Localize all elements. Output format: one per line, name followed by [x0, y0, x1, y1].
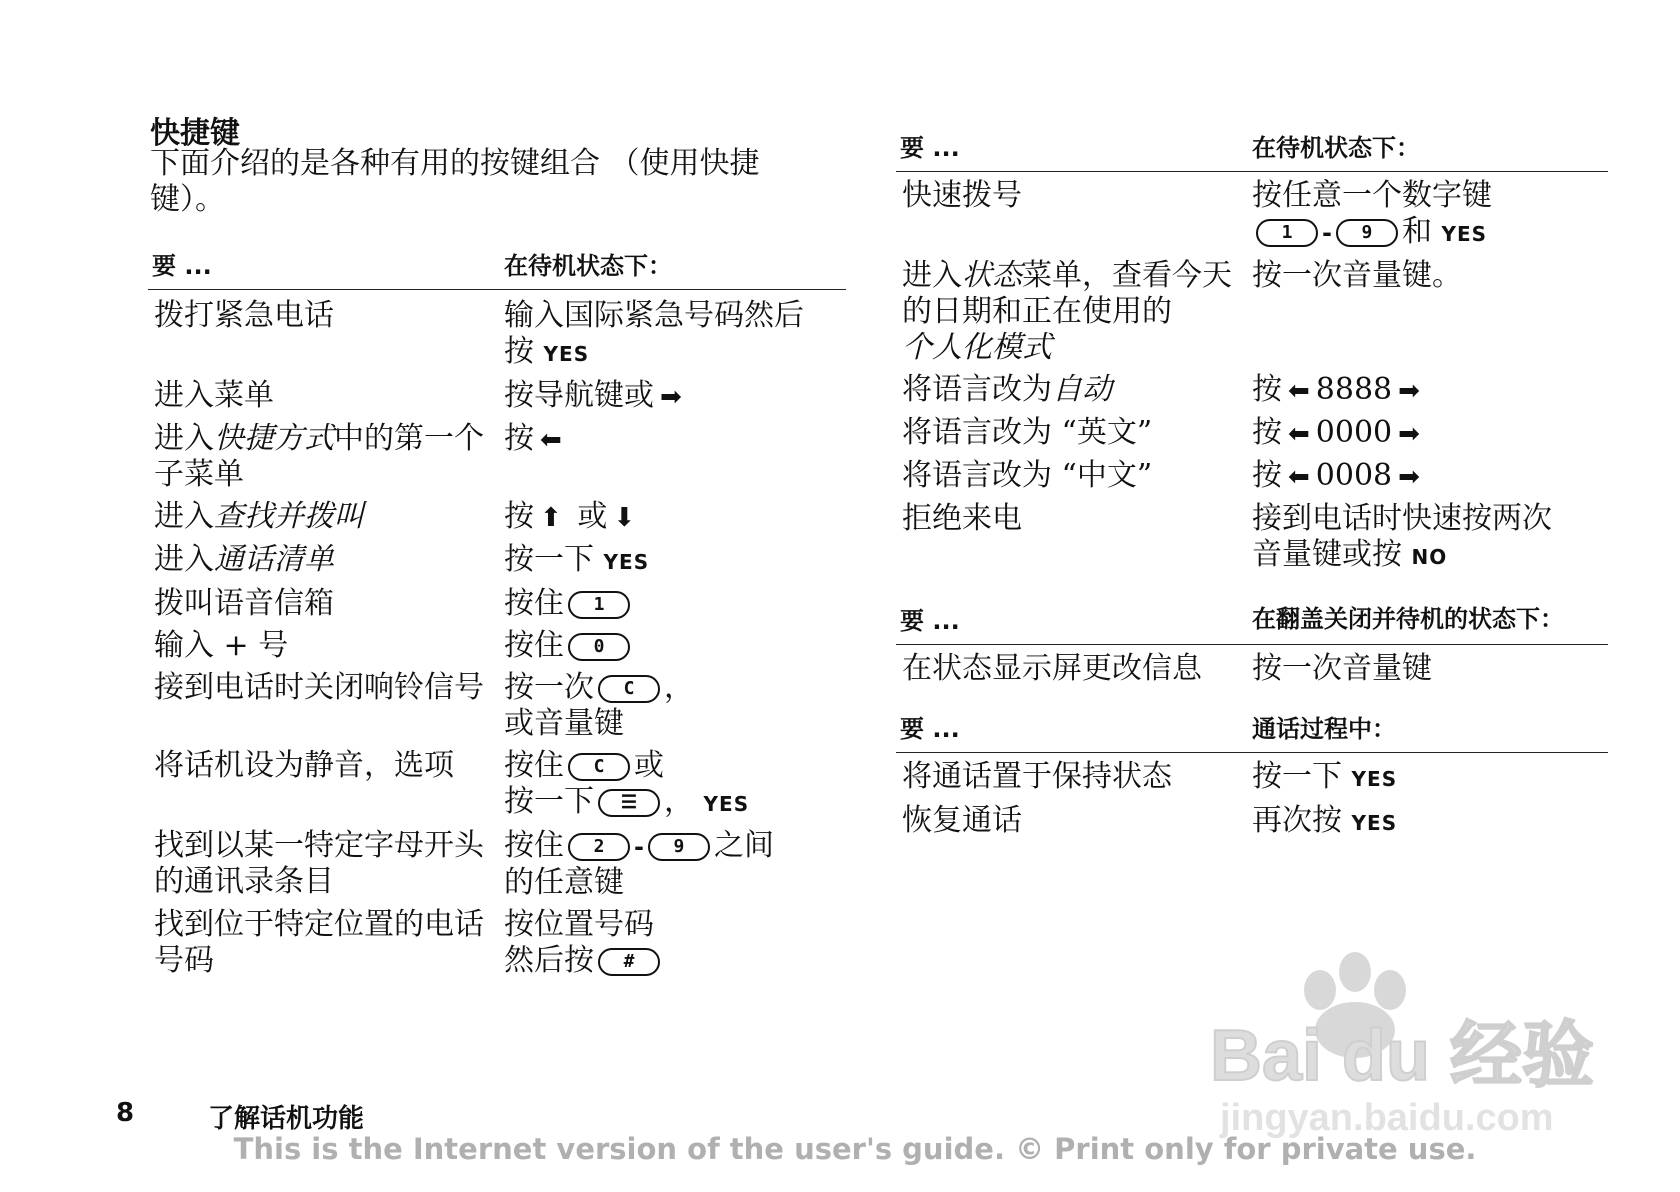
table-header: [148, 246, 846, 290]
instruction-text: 按: [1252, 458, 1282, 493]
instruction-line: 输入国际紧急号码然后: [504, 298, 804, 333]
instruction-line: [504, 748, 846, 784]
row-action: [896, 372, 1252, 409]
instruction-line: [504, 334, 846, 372]
table-row: [148, 542, 846, 580]
arrow-left-icon: ⬅: [1288, 462, 1310, 492]
intro-paragraph: 下面介绍的是各种有用的按键组合 （使用快捷键）。: [150, 146, 760, 217]
table-row: [896, 415, 1608, 452]
row-instruction: [1252, 803, 1608, 841]
yes-key-label: YES: [1441, 222, 1488, 246]
menu-name: 自动: [1052, 372, 1112, 407]
instruction-line: 或音量键: [504, 706, 624, 741]
instruction-text: 按: [504, 499, 534, 534]
instruction-text: 再次按: [1252, 803, 1342, 838]
header-action: 要 ...: [900, 134, 960, 162]
arrow-left-icon: ⬅: [540, 425, 562, 455]
table-row: [896, 372, 1608, 409]
table-row: [896, 803, 1608, 841]
row-action: 输入 + 号: [154, 628, 289, 663]
instruction-line: [504, 784, 846, 822]
menu-name: 状态: [962, 258, 1022, 293]
row-instruction: [1252, 415, 1608, 452]
arrow-right-icon: ➡: [1398, 376, 1420, 406]
arrow-right-icon: ➡: [1398, 462, 1420, 492]
yes-key-label: YES: [543, 342, 590, 366]
action-text: 菜单，查看今天的日期和正在使用的: [902, 258, 1232, 329]
yes-key-label: YES: [703, 792, 750, 816]
header-condition: 在翻盖关闭并待机的状态下：: [1252, 605, 1564, 633]
page-title: 快捷键: [150, 116, 240, 151]
svg-text:Bai du 经验: Bai du 经验: [1210, 1016, 1595, 1096]
row-instruction: [504, 748, 846, 822]
header-condition: 通话过程中：: [1252, 715, 1396, 743]
row-instruction: [504, 670, 846, 742]
row-action: 拨打紧急电话: [154, 298, 334, 333]
row-instruction: [504, 378, 846, 415]
instruction-line: 接到电话时快速按两次: [1252, 501, 1552, 536]
table-row: [148, 828, 846, 901]
row-instruction: [1252, 501, 1608, 575]
no-key-label: NO: [1411, 545, 1448, 569]
row-action: 在状态显示屏更改信息: [902, 651, 1202, 686]
action-text: 进入: [154, 542, 214, 577]
arrow-right-icon: ➡: [1398, 419, 1420, 449]
action-text: 中的第一个子菜单: [154, 421, 484, 492]
table-row: [896, 178, 1608, 252]
instruction-line: 按任意一个数字键: [1252, 178, 1492, 213]
row-action: 将话机设为静音，选项: [154, 748, 454, 783]
baidu-watermark: [1200, 950, 1600, 1140]
table-row: [148, 907, 846, 979]
header-action: 要 ...: [900, 607, 960, 635]
menu-name: 快捷方式: [214, 421, 334, 456]
key-c-icon: C: [568, 753, 630, 781]
instruction-text: 然后按: [504, 943, 594, 978]
row-instruction: [504, 628, 846, 664]
key-hash-icon: #: [598, 948, 660, 976]
row-action: 找到位于特定位置的电话号码: [154, 907, 484, 978]
row-instruction: [504, 542, 846, 580]
table-row: [896, 759, 1608, 797]
key-c-icon: C: [598, 675, 660, 703]
instruction-text: 音量键或按: [1252, 537, 1402, 572]
yes-key-label: YES: [1351, 811, 1398, 835]
table-row: [148, 378, 846, 415]
key-sequence: 0000: [1315, 415, 1393, 450]
table-row: [148, 586, 846, 622]
instruction-text: 按一次: [504, 670, 594, 705]
instruction-text: 之间: [713, 828, 774, 863]
instruction-text: 按一下: [504, 784, 594, 819]
baidu-paw-icon: [1200, 950, 1600, 1140]
row-instruction: [504, 499, 846, 536]
row-instruction: [1252, 458, 1608, 495]
instruction-text: 按住: [504, 586, 564, 621]
row-action: 拒绝来电: [902, 501, 1022, 536]
row-action: 将语言改为 “中文”: [902, 458, 1153, 493]
row-action: 接到电话时关闭响铃信号: [154, 670, 484, 705]
instruction-line: 按位置号码: [504, 907, 654, 942]
row-action: [896, 258, 1252, 366]
section-title: 了解话机功能: [208, 1104, 365, 1134]
table-header: [896, 601, 1608, 645]
key-1-icon: 1: [568, 591, 630, 619]
table-row: [148, 499, 846, 536]
key-0-icon: 0: [568, 633, 630, 661]
arrow-up-icon: ⬆: [540, 503, 562, 533]
instruction-line: [504, 670, 846, 706]
row-instruction: [504, 586, 846, 622]
instruction-text: 按住: [504, 828, 564, 863]
row-instruction: [1252, 178, 1608, 252]
instruction-text: 按住: [504, 628, 564, 663]
arrow-left-icon: ⬅: [1288, 376, 1310, 406]
table-header: [896, 128, 1608, 172]
row-instruction: 按一次音量键。: [1252, 258, 1462, 293]
instruction-text: 或: [577, 499, 608, 534]
menu-name: 查找并拨叫: [214, 499, 364, 534]
row-action: 将通话置于保持状态: [902, 759, 1172, 794]
header-action: 要 ...: [152, 252, 212, 280]
row-action: 将语言改为 “英文”: [902, 415, 1153, 450]
row-action: [148, 499, 504, 536]
instruction-text: 按导航键或: [504, 378, 654, 413]
table-row: [148, 748, 846, 822]
row-action: 快速拨号: [902, 178, 1022, 213]
action-text: 将语言改为: [902, 372, 1052, 407]
row-instruction: [504, 907, 846, 979]
instruction-text: 按: [1252, 415, 1282, 450]
row-instruction: [504, 298, 846, 372]
instruction-text: ，: [664, 784, 694, 819]
table-header: [896, 709, 1608, 753]
key-sequence: 8888: [1315, 372, 1393, 407]
key-9-icon: 9: [648, 833, 710, 861]
disclaimer-text: This is the Internet version of the user's guide. © Print only for private use.: [233, 1132, 1477, 1166]
row-instruction: 按一次音量键: [1252, 651, 1432, 686]
instruction-text: 和: [1401, 214, 1432, 249]
action-text: 进入: [902, 258, 962, 293]
instruction-text: 按一下: [1252, 759, 1342, 794]
instruction-line: 按住 2 - 9 之间: [504, 828, 774, 863]
row-action: 拨叫语音信箱: [154, 586, 334, 621]
table-row: [896, 258, 1608, 366]
instruction-text: 按: [504, 421, 534, 456]
row-action: [148, 542, 504, 580]
table-row: [896, 651, 1608, 687]
instruction-line: [1252, 537, 1608, 575]
instruction-text: 按住: [504, 748, 564, 783]
left-shortcut-table: [148, 246, 846, 979]
instruction-text: ，: [664, 670, 694, 705]
instruction-line: [504, 943, 846, 979]
row-instruction: [504, 828, 846, 901]
row-instruction: [1252, 759, 1608, 797]
key-1-icon: 1: [1256, 219, 1318, 247]
instruction-line: 1 - 9 和 YES: [1252, 214, 1608, 252]
header-condition: 在待机状态下：: [504, 252, 672, 280]
arrow-left-icon: ⬅: [1288, 419, 1310, 449]
instruction-text: 按: [1252, 372, 1282, 407]
action-text: 进入: [154, 421, 214, 456]
yes-key-label: YES: [1351, 767, 1398, 791]
table-row: [148, 421, 846, 493]
instruction-text: 或: [634, 748, 664, 783]
page-number: 8: [116, 1098, 135, 1128]
action-text: 进入: [154, 499, 214, 534]
table-row: [148, 670, 846, 742]
key-9-icon: 9: [1336, 219, 1398, 247]
header-condition: 在待机状态下：: [1252, 134, 1420, 162]
row-action: [148, 421, 504, 493]
row-instruction: [504, 421, 846, 493]
yes-key-label: YES: [603, 550, 650, 574]
row-action: 找到以某一特定字母开头的通讯录条目: [154, 828, 484, 899]
row-action: 恢复通话: [902, 803, 1022, 838]
row-action: 进入菜单: [154, 378, 274, 413]
table-row: [148, 298, 846, 372]
header-action: 要 ...: [900, 715, 960, 743]
instruction-text: 按一下: [504, 542, 594, 577]
arrow-down-icon: ⬇: [613, 503, 636, 533]
key-sequence: 0008: [1315, 458, 1393, 493]
menu-key-icon: ☰: [598, 789, 660, 817]
svg-text:jingyan.baidu.com: jingyan.baidu.com: [1220, 1097, 1554, 1139]
arrow-right-icon: ➡: [660, 382, 682, 412]
right-shortcut-tables: [896, 128, 1608, 841]
row-instruction: [1252, 372, 1608, 409]
key-2-icon: 2: [568, 833, 630, 861]
menu-name: 通话清单: [214, 542, 334, 577]
menu-name: 个人化模式: [902, 330, 1052, 365]
instruction-line: 的任意键: [504, 865, 624, 900]
table-row: [896, 458, 1608, 495]
table-row: [896, 501, 1608, 575]
instruction-text: 按: [504, 334, 534, 369]
table-row: [148, 628, 846, 664]
